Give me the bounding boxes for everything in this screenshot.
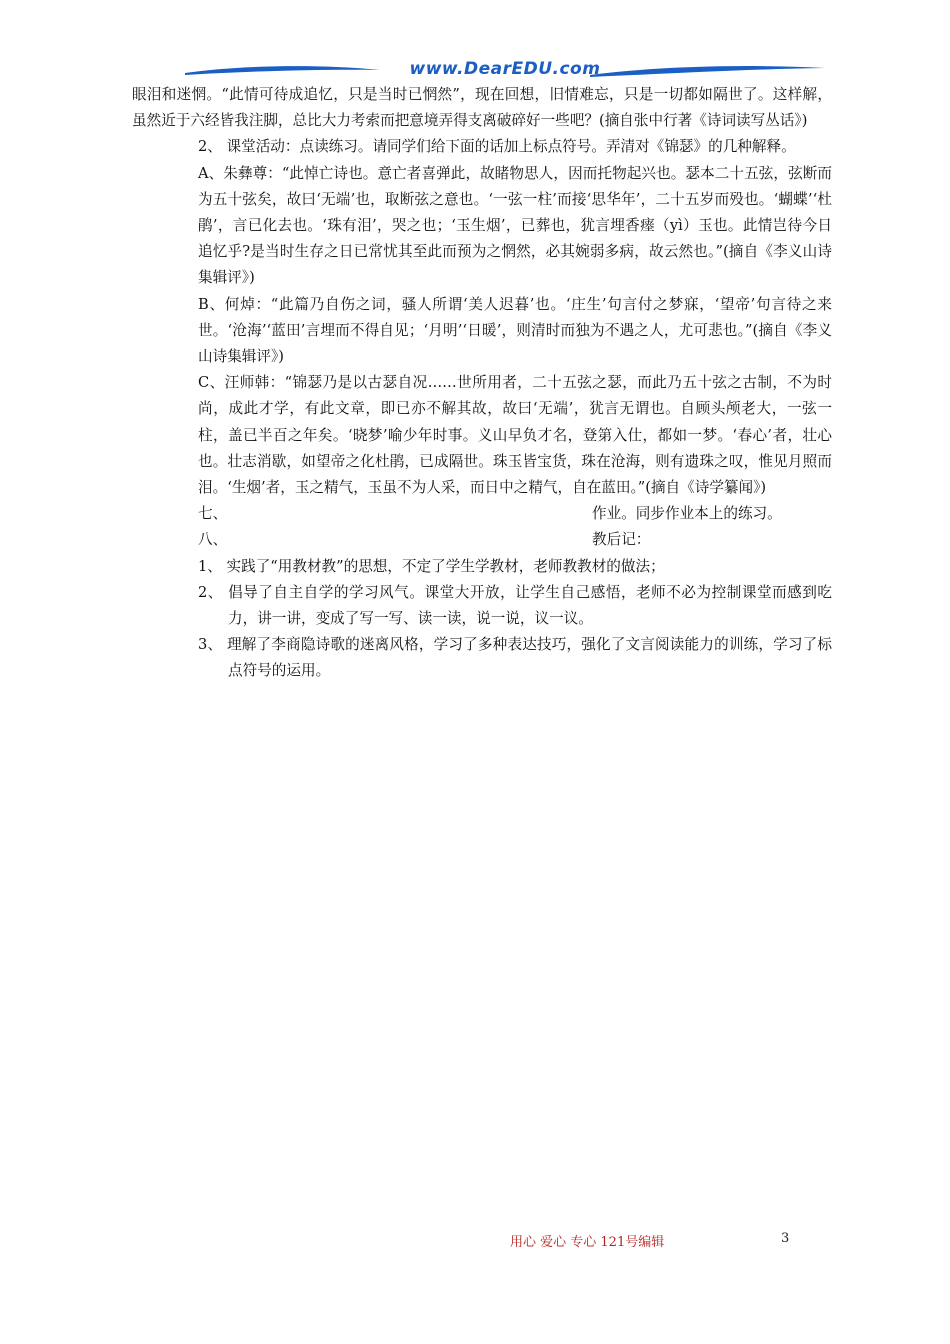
page-number: 3 xyxy=(781,1231,790,1246)
reflection-item: 1、 实践了“用教材教”的思想，不定了学生学教材，老师教教材的做法； xyxy=(198,557,665,575)
section-homework xyxy=(132,501,832,527)
paragraph-activity: 2、 课堂活动：点读练习。请同学们给下面的话加上标点符号。弄清对《锦瑟》的几种解释。 xyxy=(198,138,796,156)
interpretation-a: A、朱彝尊：“此悼亡诗也。意亡者喜弹此，故睹物思人，因而托物起兴也。瑟本二十五弦，弦断而为五十弦矣，故曰‘无端’也，取断弦之意也。‘一弦一柱’而接‘思华年’，二十五岁而殁也。‘蝴蝶’‘杜鹃’，言已化去也。‘珠有泪’，哭之也；‘玉生烟’，已葬也，犹言埋香瘗（yì）玉也。此情岂待今日追忆乎?是当时生存之日已常忧其至此而预为之惘然，必其婉弱多病，故云然也。”(摘自《李义山诗集辑评》) xyxy=(198,164,832,287)
document-body xyxy=(132,82,832,685)
section-number: 八、 xyxy=(198,531,228,549)
section-text: 作业。同步作业本上的练习。 xyxy=(592,505,782,523)
interpretation-c: C、汪师韩：“锦瑟乃是以古瑟自况……世所用者，二十五弦之瑟，而此乃五十弦之古制，不为时尚，成此才学，有此文章，即已亦不解其故，故曰‘无端’，犹言无谓也。自顾头颅老大，一弦一柱，盖已半百之年矣。‘晓梦’喻少年时事。义山早负才名，登第入仕，都如一梦。‘春心’者，壮心也。壮志消歇，如望帝之化杜鹃，已成隔世。珠玉皆宝货，珠在沧海，则有遗珠之叹，惟见月照而泪。‘生烟’者，玉之精气，玉虽不为人采，而日中之精气，自在蓝田。”(摘自《诗学纂闻》) xyxy=(198,374,832,497)
section-reflection xyxy=(132,527,832,553)
section-number: 七、 xyxy=(198,505,228,523)
reflection-item: 2、 倡导了自主自学的学习风气。课堂大开放，让学生自己感悟，老师不必为控制课堂而感到吃力，讲一讲，变成了写一写、读一读，说一说，议一议。 xyxy=(198,583,832,628)
reflection-item: 3、 理解了李商隐诗歌的迷离风格，学习了多种表达技巧，强化了文言阅读能力的训练，学习了标点符号的运用。 xyxy=(198,636,832,680)
interpretation-b: B、何焯：“此篇乃自伤之词，骚人所谓‘美人迟暮’也。‘庄生’句言付之梦寐，‘望帝’句言待之来世。‘沧海’‘蓝田’言埋而不得自见；‘月明’‘日暖’，则清时而独为不遇之人，尤可悲也。”(摘自《李义山诗集辑评》) xyxy=(198,295,832,366)
interpretations xyxy=(132,161,832,502)
paragraph-intro: 眼泪和迷惘。“此情可待成追忆，只是当时已惘然”，现在回想，旧情难忘，只是一切都如隔世了。这样解，虽然近于六经皆我注脚，总比大力考索而把意境弄得支离破碎好一些吧？(摘自张中行著《诗词读写丛话》) xyxy=(132,86,832,130)
site-url: www.DearEDU.com xyxy=(409,59,601,79)
section-text: 教后记： xyxy=(592,531,651,549)
footer-note: 用心 爱心 专心 121号编辑 xyxy=(510,1235,665,1250)
